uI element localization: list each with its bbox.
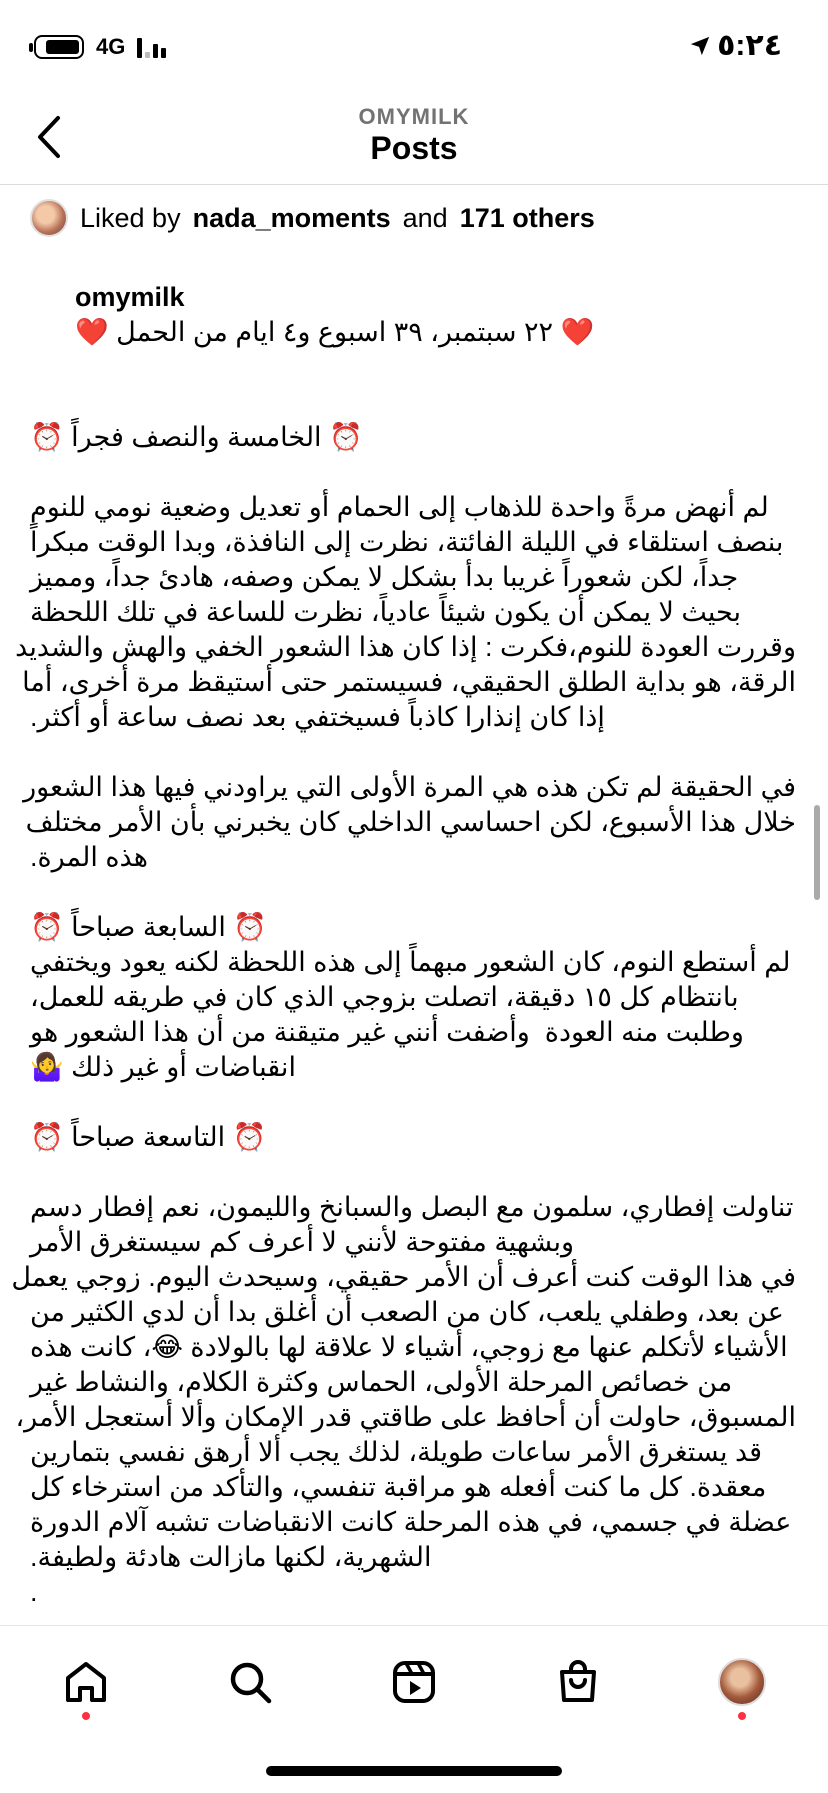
caption-line-23: [30, 1155, 796, 1190]
caption-line-3: [30, 455, 796, 490]
caption-line-11: [30, 735, 796, 770]
battery-icon: [34, 35, 84, 59]
caption-line-32: معقدة. كل ما كنت أفعله هو مراقبة تنفسي، والتأكد من استرخاء كل: [30, 1472, 767, 1502]
caption-line-17: لم أستطع النوم، كان الشعور مبهماً إلى هذه اللحظة لكنه يعود ويختفي: [30, 947, 791, 977]
caption-line-31: قد يستغرق الأمر ساعات طويلة، لذلك يجب ألا أرهق نفسي بتمارين: [30, 1437, 763, 1467]
caption-line-27: عن بعد، وطفلي يلعب، كان من الصعب أن أغلق بدا أن لدي الكثير من: [30, 1297, 784, 1327]
bottom-tab-bar: [0, 1625, 828, 1793]
likes-others-link[interactable]: 171 others: [459, 202, 595, 233]
likes-and: and: [402, 202, 448, 233]
home-indicator: [266, 1766, 562, 1776]
likes-row[interactable]: [30, 199, 595, 237]
header-username: OMYMILK: [358, 104, 470, 129]
status-bar: [0, 0, 828, 96]
caption-line-16: ⏰ السابعة صباحاً ⏰: [30, 912, 268, 942]
status-left: [34, 34, 166, 60]
shopping-bag-icon: [554, 1658, 602, 1706]
caption-line-15: [30, 875, 796, 910]
tab-home[interactable]: [56, 1652, 116, 1712]
caption-line-24: تناولت إفطاري، سلمون مع البصل والسبانخ والليمون، نعم إفطار دسم: [30, 1192, 794, 1222]
location-arrow-icon: [689, 35, 711, 57]
likes-prefix: Liked by: [80, 202, 181, 233]
caption-line-4: لم أنهض مرةً واحدة للذهاب إلى الحمام أو تعديل وضعية نومي للنوم: [30, 492, 769, 522]
nav-header: [0, 96, 828, 185]
caption-line-34: الشهرية، لكنها مازالت هادئة ولطيفة.: [30, 1542, 432, 1572]
caption-line-5: بنصف استلقاء في الليلة الفائتة، نظرت إلى النافذة، وبدا الوقت مبكراً: [30, 527, 784, 557]
likes-user-link[interactable]: nada_moments: [192, 202, 391, 233]
reels-icon: [390, 1658, 438, 1706]
caption-line-9: الرقة، هو بداية الطلق الحقيقي، فسيستمر حتى أستيقظ مرة أخرى، أما: [22, 667, 796, 697]
caption-line-8: وقررت العودة للنوم،فكرت : إذا كان هذا الشعور الخفي والهش والشديد: [15, 632, 796, 662]
caption-line-33: عضلة في جسمي، في هذه المرحلة كانت الانقباضات تشبه آلام الدورة: [30, 1507, 792, 1537]
network-label: 4G: [96, 34, 126, 59]
scrollbar[interactable]: [814, 805, 820, 900]
caption-line-6: جداً، لكن شعوراً غريبا بدأ بشكل لا يمكن وصفه، هادئ جداً، ومميز: [30, 562, 739, 592]
search-icon: [226, 1658, 274, 1706]
status-time: ٥:٢٤: [717, 29, 782, 62]
caption-line-29: من خصائص المرحلة الأولى، الحماس وكثرة الكلام، والنشاط غير: [30, 1367, 733, 1397]
tab-reels[interactable]: [384, 1652, 444, 1712]
profile-notification-dot: [738, 1712, 746, 1720]
caption-username[interactable]: omymilk: [75, 282, 185, 312]
caption-line-2: ⏰ الخامسة والنصف فجراً ⏰: [30, 422, 363, 452]
home-notification-dot: [82, 1712, 90, 1720]
tab-search[interactable]: [220, 1652, 280, 1712]
caption-line-20: انقباضات أو غير ذلك 🤷‍♀️: [30, 1052, 296, 1082]
caption-line-14: هذه المرة.: [30, 842, 148, 872]
caption-line-25: وبشهية مفتوحة لأنني لا أعرف كم سيستغرق الأمر: [30, 1227, 575, 1257]
caption-line-13: خلال هذا الأسبوع، لكن احساسي الداخلي كان يخبرني بأن الأمر مختلف: [25, 807, 796, 837]
page-title: Posts: [370, 130, 458, 166]
tab-profile[interactable]: [712, 1652, 772, 1712]
caption-line-22: ⏰ التاسعة صباحاً ⏰: [30, 1122, 267, 1152]
tab-shop[interactable]: [548, 1652, 608, 1712]
signal-icon: [137, 36, 166, 58]
profile-avatar: [718, 1658, 766, 1706]
caption-line-26: في هذا الوقت كنت أعرف أن الأمر حقيقي، وسيحدث اليوم. زوجي يعمل: [11, 1262, 796, 1292]
caption-line-1: [30, 385, 796, 420]
status-right: [689, 28, 782, 63]
caption-line-18: بانتظام كل ١٥ دقيقة، اتصلت بزوجي الذي كان في طريقه للعمل،: [30, 982, 739, 1012]
caption-line-0: ❤️ ٢٢ سبتمبر، ٣٩ اسبوع و٤ ايام من الحمل ❤️: [75, 317, 595, 347]
caption-line-10: إذا كان إنذارا كاذباً فسيختفي بعد نصف ساعة أو أكثر.: [30, 702, 605, 732]
caption-first-line: [30, 245, 796, 385]
post-caption: [11, 245, 796, 1680]
caption-line-28: الأشياء لأتكلم عنها مع زوجي، أشياء لا علاقة لها بالولادة 😂، كانت هذه: [30, 1332, 788, 1362]
caption-line-35: .: [30, 1577, 38, 1607]
caption-line-21: [30, 1085, 796, 1120]
liker-avatar[interactable]: [30, 199, 68, 237]
caption-line-19: وطلبت منه العودة وأضفت أنني غير متيقنة من أن هذا الشعور هو: [30, 1017, 744, 1047]
caption-line-12: في الحقيقة لم تكن هذه هي المرة الأولى التي يراودني فيها هذا الشعور: [23, 772, 796, 802]
home-icon: [62, 1658, 110, 1706]
post-content: [0, 185, 828, 1625]
caption-line-7: بحيث لا يمكن أن يكون شيئاً عادياً، نظرت للساعة في تلك اللحظة: [30, 597, 741, 627]
caption-line-30: المسبوق، حاولت أن أحافظ على طاقتي قدر الإمكان وألا أستعجل الأمر،: [15, 1402, 796, 1432]
